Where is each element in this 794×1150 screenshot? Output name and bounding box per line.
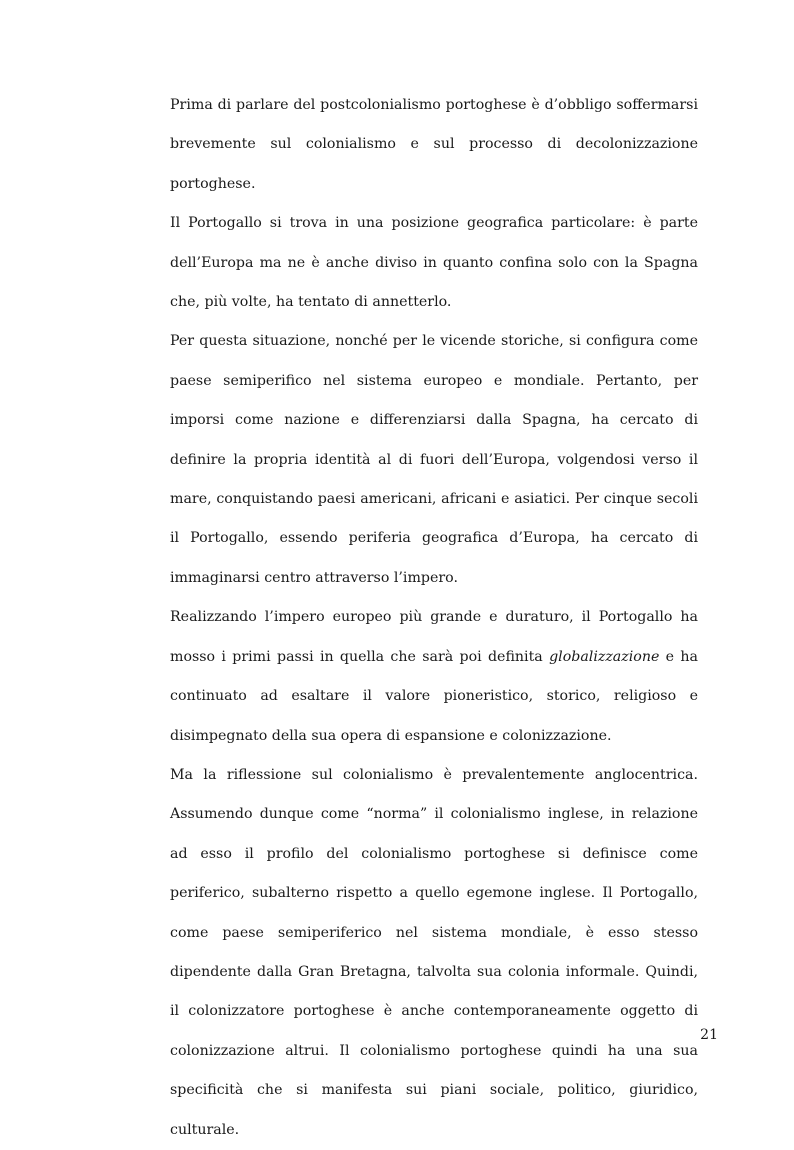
paragraph-1: Prima di parlare del postcolonialismo portoghese è d’obbligo soffermarsi brevemente sul colonialismo e sul processo di decolonizzazione portoghese.: [170, 97, 698, 192]
paragraph-4: [170, 598, 698, 756]
emphasized-term: globalizzazione: [549, 648, 660, 665]
paragraph-4-end: e ha continuato ad esaltare il valore pioneristico, storico, religioso e disimpegnato della sua opera di espansione e colonizzazione.: [170, 648, 698, 744]
body-text: [170, 86, 698, 1150]
paragraph-4-start: Realizzando l’impero europeo più grande e duraturo, il Portogallo ha mosso i primi passi in quella che sarà poi definita: [170, 609, 698, 665]
paragraph-5: Ma la riflessione sul colonialismo è prevalentemente anglocentrica. Assumendo dunque come “norma” il colonialismo inglese, in relazione ad esso il profilo del colonialismo portoghese si definisce come periferico, subalterno rispetto a quello egemone inglese. Il Portogallo, come paese semiperiferico nel sistema mondiale, è esso stesso dipendente dalla Gran Bretagna, talvolta sua colonia informale. Quindi, il colonizzatore portoghese è anche contemporaneamente oggetto di colonizzazione altrui. Il colonialismo portoghese quindi ha una sua specificità che si manifesta sui piani sociale, politico, giuridico, culturale.: [170, 766, 698, 1138]
paragraph-2: Il Portogallo si trova in una posizione geografica particolare: è parte dell’Europa ma ne è anche diviso in quanto confina solo con la Spagna che, più volte, ha tentato di annetterlo.: [170, 215, 698, 311]
page-number: 21: [700, 1027, 718, 1043]
paragraph-3: Per questa situazione, nonché per le vicende storiche, si configura come paese semiperifico nel sistema europeo e mondiale. Pertanto, per imporsi come nazione e differenziarsi dalla Spagna, ha cercato di definire la propria identità al di fuori dell’Europa, volgendosi verso il mare, conquistando paesi americani, africani e asiatici. Per cinque secoli il Portogallo, essendo periferia geografica d’Europa, ha cercato di immaginarsi centro attraverso l’impero.: [170, 333, 698, 586]
